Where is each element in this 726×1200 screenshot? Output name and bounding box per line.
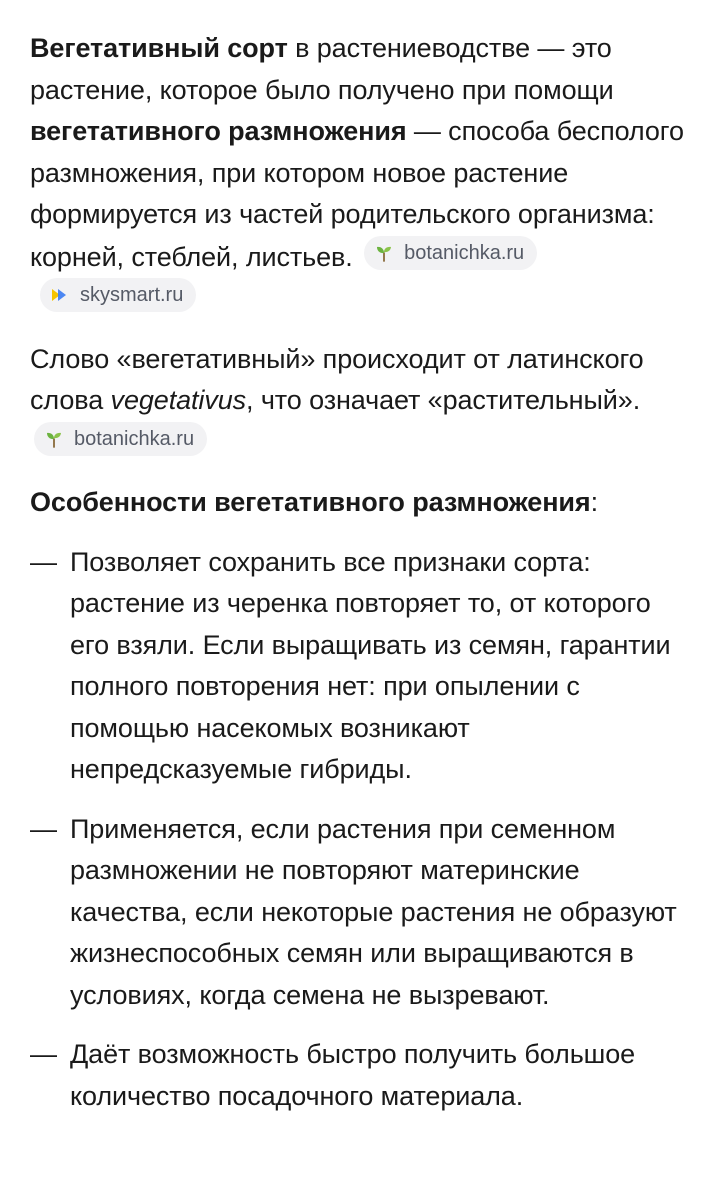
heading-suffix: : <box>590 487 598 517</box>
latin-word: vegetativus <box>110 385 247 415</box>
paragraph-text: , что означает «растительный». <box>246 385 641 415</box>
heading-bold: Особенности вегетативного размножения <box>30 487 591 517</box>
features-list <box>30 542 696 1118</box>
list-dash: — <box>30 813 57 844</box>
list-item <box>30 542 696 791</box>
list-item-text: Применяется, если растения при семенном размножении не повторяют материнские качества, если некоторые растения не образуют жизнеспособных семян или выращиваются в условиях, когда семена не вызревают. <box>70 813 677 1010</box>
source-chip-skysmart[interactable] <box>40 278 196 312</box>
source-chip-botanichka[interactable] <box>34 422 207 456</box>
sprout-icon <box>44 429 64 449</box>
list-item <box>30 809 696 1017</box>
paragraph-etymology <box>30 339 696 465</box>
source-chip-label: botanichka.ru <box>74 427 195 450</box>
term-bold: Вегетативный сорт <box>30 33 288 63</box>
sprout-icon <box>374 243 394 263</box>
source-chip-botanichka[interactable] <box>364 236 537 270</box>
term-bold: вегетативного размножения <box>30 116 407 146</box>
source-chip-label: botanichka.ru <box>404 241 525 264</box>
section-heading <box>30 482 696 524</box>
source-chip-label: skysmart.ru <box>80 284 184 306</box>
play-arrows-icon <box>50 285 70 305</box>
list-dash: — <box>30 546 57 577</box>
list-item-text: Даёт возможность быстро получить большое количество посадочного материала. <box>70 1039 636 1111</box>
paragraph-definition <box>30 28 696 321</box>
list-item-text: Позволяет сохранить все признаки сорта: растение из черенка повторяет то, от которого его взяли. Если выращивать из семян, гарантии полного повторения нет: при опылении с помощью насекомых возникают непредсказуемые гибриды. <box>70 546 671 784</box>
paragraph-text: Слово «вегетативный» происходит от латинского слова <box>30 343 644 415</box>
list-dash: — <box>30 1039 57 1069</box>
list-item <box>30 1034 696 1117</box>
paragraph-text: в растениеводстве — это растение, которое было получено при помощи <box>30 33 614 105</box>
paragraph-text: — способа бесполого размножения, при котором новое растение формируется из частей родительского организма: корней, стеблей, листьев. <box>30 116 684 272</box>
